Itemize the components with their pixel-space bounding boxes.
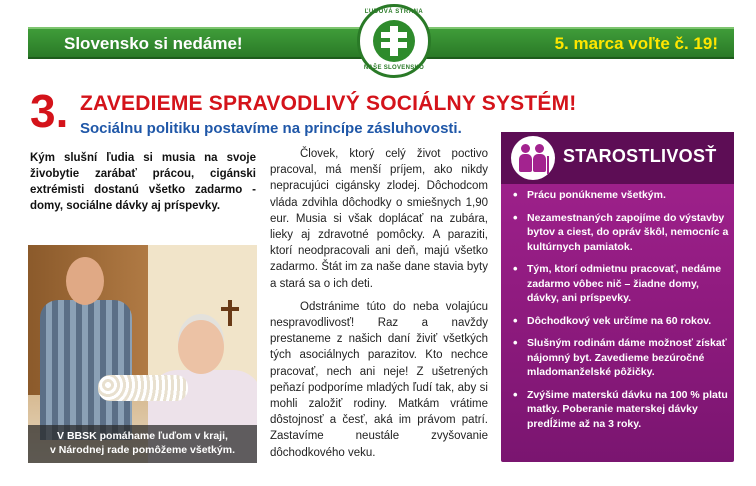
intro-text: Kým slušní ľudia si musia na svoje živobytie zarábať prácou, cigánski extrémisti dostanú všetko zadarmo - domy, sociálne dávky aj príspevky. [30,152,256,212]
caption-line-1: V BBSK pomáhame ľuďom v kraji, [57,430,228,442]
vote-call-text: 5. marca voľte č. 19! [554,34,718,53]
panel-header [501,132,734,184]
panel-title: STAROSTLIVOSŤ [563,146,717,166]
caption-line-2: v Národnej rade pomôžeme všetkým. [50,444,235,456]
care-panel [501,132,734,462]
list-item: • Dôchodkový vek určíme na 60 rokov. [509,314,731,329]
section-number: 3. [30,85,69,137]
body-column [270,146,488,468]
list-item: • Nezamestnaných zapojíme do výstavby bytov a ciest, do opráv škôl, nemocníc a kultúrnych pamiatok. [509,211,731,255]
body-paragraph-1: Človek, ktorý celý život poctivo pracoval, má menší príjem, ako nikdy nepracujúci cigánsky zlodej. Dôchodcom vláda zdvihla dôchodky o smiešnych 1,90 eur. Musia si však doplácať na zubára, lieky aj zdravotné pomôcky. A paraziti, ktorí neodpracovali ani deň, majú všetko zadarmo. Štát im za naše dane stavia byty a stará sa o ich deti. [270,148,488,290]
logo-text-top: ĽUDOVÁ STRANA [364,9,424,15]
page-title: ZAVEDIEME SPRAVODLIVÝ SOCIÁLNY SYSTÉM! [80,92,577,115]
logo-text-bottom: NAŠE SLOVENSKO [363,65,425,71]
slogan-text: Slovensko si nedáme! [64,34,243,53]
body-paragraph-2: Odstránime túto do neba volajúcu nespravodlivosť! Raz a navždy prestaneme z našich daní živiť všetkých tých asociálnych parazitov. Kto nechce pracovať, nech ani neje! Z ušetrených peňazí podporíme mladých ľudí tak, aby si mohli založiť rodiny. Matkám vrátime dôstojnosť a česť, aká im právom patrí. Zastavíme neustále zvyšovanie dôchodkového veku. [270,300,488,459]
elderly-couple-icon [511,136,555,180]
list-item: • Tým, ktorí odmietnu pracovať, nedáme zadarmo vôbec nič – žiadne domy, dávky, ani príspevky. [509,262,731,306]
party-logo [357,4,431,78]
panel-list [509,188,731,439]
list-item: • Slušným rodinám dáme možnosť získať nájomný byt. Zavedieme bezúročné mladomanželské pôžičky. [509,336,731,380]
double-cross-icon [373,20,415,62]
photo-caption [28,425,257,463]
list-item: • Prácu ponúkneme všetkým. [509,188,731,203]
page-subtitle: Sociálnu politiku postavíme na princípe zásluhovosti. [80,120,462,137]
photo [28,245,257,463]
list-item: • Zvýšime materskú dávku na 100 % platu matky. Poberanie materskej dávky predĺžime až na 3 roky. [509,388,731,432]
